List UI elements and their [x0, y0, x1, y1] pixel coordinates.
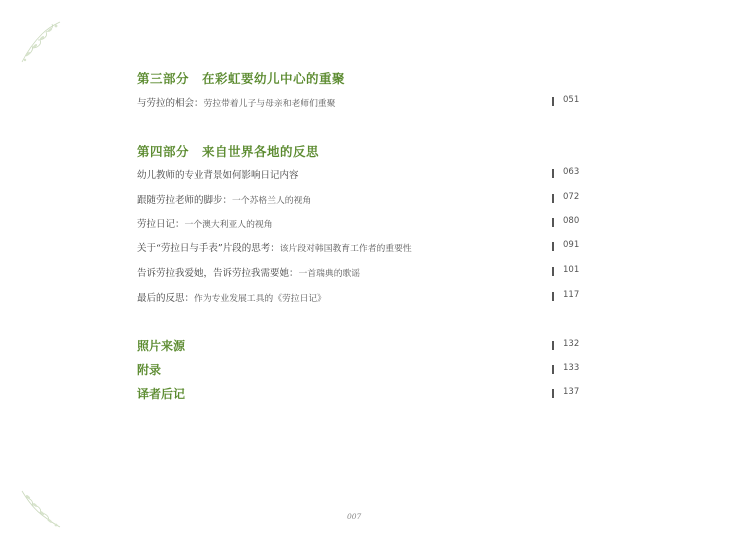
toc-entry-title: 与劳拉的相会： [137, 98, 204, 109]
toc-entry-title: 关于“劳拉日与手表”片段的思考： [137, 243, 280, 254]
toc-entry-subtitle: 劳拉带着儿子与母亲和老师们重聚 [203, 99, 336, 109]
toc-entry-title: 跟随劳拉老师的脚步： [137, 195, 233, 206]
toc-entry-page: 051 [563, 95, 580, 105]
toc-entry[interactable] [137, 95, 580, 111]
page-separator [552, 194, 554, 203]
toc-entry-title: 劳拉日记： [137, 219, 185, 230]
part3-title: 第三部分 在彩虹要幼儿中心的重聚 [137, 71, 346, 86]
toc-entry-subtitle: 一个澳大利亚人的视角 [184, 220, 273, 230]
page-separator [552, 365, 554, 374]
toc-entry-page: 063 [563, 167, 580, 177]
toc-entry-title: 译者后记 [137, 387, 186, 401]
page-separator [552, 218, 554, 227]
toc-entry-title: 幼儿教师的专业背景如何影响日记内容 [137, 170, 299, 181]
toc-entry[interactable] [137, 290, 580, 306]
toc-entry[interactable] [137, 240, 580, 256]
toc-entry[interactable] [137, 167, 580, 183]
toc-entry-page: 133 [563, 363, 580, 373]
toc-entry-title: 附录 [137, 363, 162, 377]
toc-entry-subtitle: 一首瑞典的歌谣 [298, 269, 361, 279]
page-separator [552, 292, 554, 301]
toc-entry[interactable] [137, 216, 580, 232]
toc-entry-page: 101 [563, 265, 580, 275]
toc-entry-subtitle: 作为专业发展工具的《劳拉日记》 [194, 294, 326, 304]
floral-corner-ornament-icon [20, 20, 62, 64]
part4-title: 第四部分 来自世界各地的反思 [137, 144, 320, 159]
toc-entry-subtitle: 该片段对韩国教育工作者的重要性 [279, 244, 412, 254]
toc-entry[interactable] [137, 265, 580, 281]
floral-corner-ornament-icon [20, 489, 62, 529]
page-separator [552, 242, 554, 251]
toc-entry-page: 080 [563, 216, 580, 226]
toc-entry-title: 最后的反思： [137, 293, 195, 304]
toc-entry-title: 照片来源 [137, 339, 186, 353]
page-number: 007 [347, 512, 362, 521]
toc-entry-page: 132 [563, 339, 580, 349]
page-separator [552, 267, 554, 276]
toc-entry-appendix[interactable] [137, 361, 580, 377]
toc-entry[interactable] [137, 192, 580, 208]
page-separator [552, 169, 554, 178]
toc-entry-photo-credits[interactable] [137, 337, 580, 353]
toc-entry-page: 137 [563, 387, 580, 397]
page-separator [552, 389, 554, 398]
page-separator [552, 341, 554, 350]
toc-entry-page: 072 [563, 192, 580, 202]
toc-entry-translator-afterword[interactable] [137, 385, 580, 401]
toc-entry-page: 091 [563, 240, 580, 250]
toc-entry-subtitle: 一个苏格兰人的视角 [232, 196, 312, 206]
toc-entry-page: 117 [563, 290, 580, 300]
page-separator [552, 97, 554, 106]
toc-entry-title: 告诉劳拉我爱她，告诉劳拉我需要她： [137, 268, 299, 279]
